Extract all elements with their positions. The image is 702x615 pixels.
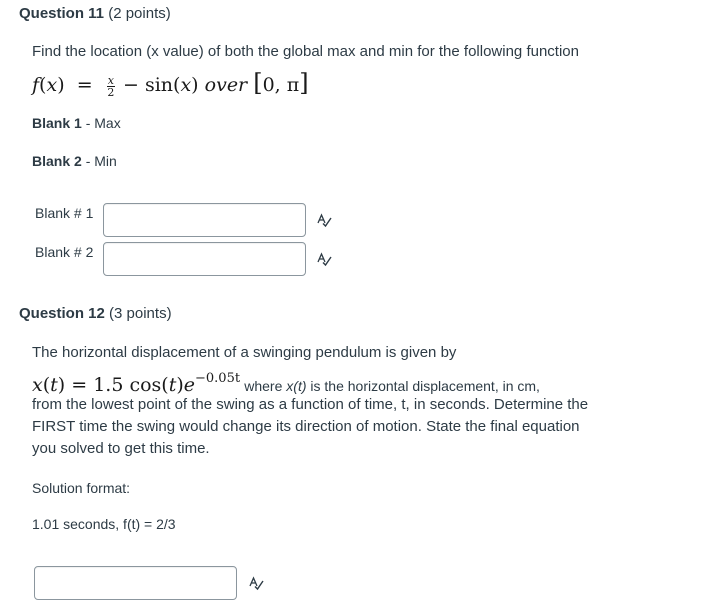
question-12-points: (3 points)	[109, 305, 172, 322]
eq-exponent: −0.05t	[195, 371, 241, 386]
question-11-function	[32, 68, 309, 100]
math-minus: −	[122, 74, 139, 96]
math-rparen: )	[57, 74, 65, 96]
question-11-number: Question 11	[19, 5, 105, 22]
eq-rhs-t: t	[168, 374, 177, 396]
question-12-title	[19, 305, 172, 322]
eq-lhs-t: t	[50, 374, 58, 396]
eq-lhs-x: x	[32, 374, 43, 396]
eq-rhs: = 1.5 cos	[71, 374, 162, 396]
math-x-2: x	[180, 74, 192, 96]
blank-input-1-label: Blank # 1	[35, 205, 94, 221]
blank-1-label: Blank 1	[32, 115, 82, 131]
question-12-line-2: from the lowest point of the swing as a function of time, t, in seconds. Determine the	[32, 396, 589, 413]
question-12-number: Question 12	[19, 305, 105, 322]
question-12-intro: The horizontal displacement of a swinging pendulum is given by	[32, 344, 457, 361]
blank-2-description	[32, 150, 117, 172]
question-12-line-4: you solved to get this time.	[32, 440, 210, 457]
spellcheck-icon[interactable]	[248, 575, 264, 591]
solution-format-example: 1.01 seconds, f(t) = 2/3	[32, 516, 176, 532]
spellcheck-icon[interactable]	[316, 251, 332, 267]
math-f: f	[32, 74, 40, 96]
math-x: x	[46, 74, 58, 96]
math-equals: =	[76, 74, 93, 96]
blank-2-sep: -	[81, 153, 95, 169]
question-12-answer-input[interactable]	[34, 566, 237, 600]
blank-1-desc: Max	[94, 115, 121, 131]
math-fraction	[107, 75, 115, 98]
eq-e: e	[183, 374, 196, 396]
blank-1-sep: -	[81, 115, 95, 131]
interval-close: ]	[299, 69, 309, 97]
blank-input-2-label: Blank # 2	[35, 244, 94, 260]
where-rest: is the horizontal displacement, in cm,	[310, 378, 540, 394]
math-lparen-2: (	[173, 74, 181, 96]
math-over: over	[204, 74, 248, 96]
fraction-numerator: x	[107, 73, 114, 87]
blank-2-input[interactable]	[103, 242, 306, 276]
spellcheck-icon[interactable]	[316, 212, 332, 228]
question-11-title	[19, 5, 171, 22]
blank-1-input[interactable]	[103, 203, 306, 237]
where-variable: x(t)	[286, 378, 307, 394]
blank-2-desc: Min	[94, 153, 117, 169]
where-word: where	[244, 378, 283, 394]
blank-2-label: Blank 2	[32, 153, 82, 169]
solution-format-label: Solution format:	[32, 480, 131, 496]
math-sin: sin	[144, 74, 174, 96]
math-lparen: (	[39, 74, 47, 96]
question-12-equation: x(t) = 1.5 $\cos(t)e^{-0.05t}$	[32, 371, 241, 396]
interval-open: [	[253, 69, 263, 97]
question-12-line-3: FIRST time the swing would change its direction of motion. State the final equation	[32, 418, 580, 435]
math-rparen-2: )	[191, 74, 199, 96]
question-11-points: (2 points)	[108, 5, 171, 22]
fraction-denominator: 2	[107, 85, 115, 99]
interval-body: 0, π	[262, 74, 300, 96]
question-11-prompt: Find the location (x value) of both the global max and min for the following function	[32, 43, 579, 60]
blank-1-description	[32, 112, 121, 134]
